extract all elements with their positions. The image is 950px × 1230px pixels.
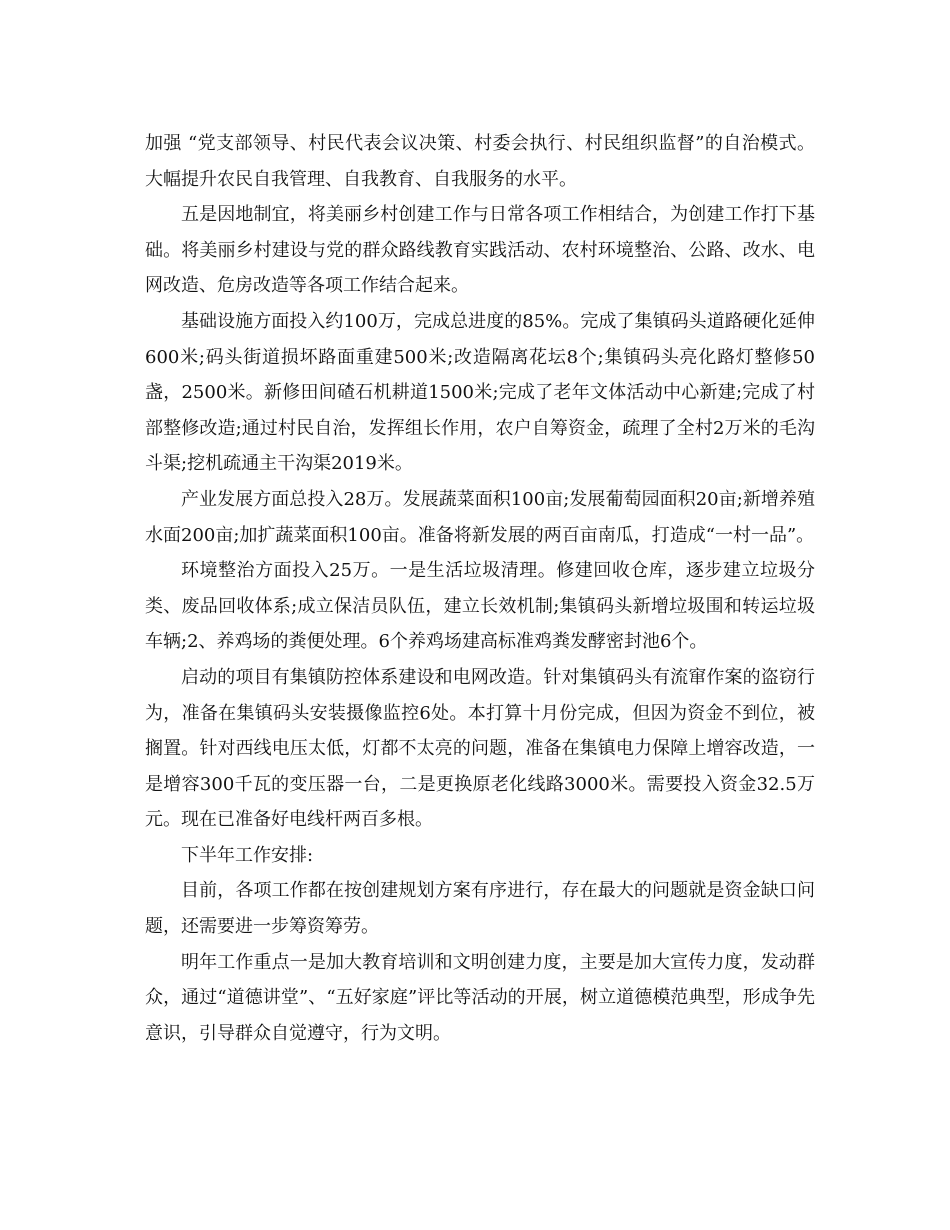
paragraph: 环境整治方面投入25万。一是生活垃圾清理。修建回收仓库，逐步建立垃圾分类、废品回收体系;成立保洁员队伍，建立长效机制;集镇码头新增垃圾围和转运垃圾车辆;2、养鸡场的粪便处理。6个养鸡场建高标准鸡粪发酵密封池6个。 <box>145 560 815 653</box>
paragraph: 五是因地制宜，将美丽乡村创建工作与日常各项工作相结合，为创建工作打下基础。将美丽乡村建设与党的群众路线教育实践活动、农村环境整治、公路、改水、电网改造、危房改造等各项工作结合起来。 <box>145 204 815 297</box>
paragraph: 目前，各项工作都在按创建规划方案有序进行，存在最大的问题就是资金缺口问题，还需要进一步筹资筹劳。 <box>145 880 815 938</box>
paragraph: 基础设施方面投入约100万，完成总进度的85%。完成了集镇码头道路硬化延伸600米;码头街道损坏路面重建500米;改造隔离花坛8个;集镇码头亮化路灯整修50盏，2500米。新修田间碴石机耕道1500米;完成了老年文体活动中心新建;完成了村部整修改造;通过村民自治，发挥组长作用，农户自筹资金，疏理了全村2万米的毛沟斗渠;挖机疏通主干沟渠2019米。 <box>145 310 815 475</box>
paragraph: 产业发展方面总投入28万。发展蔬菜面积100亩;发展葡萄园面积20亩;新增养殖水面200亩;加扩蔬菜面积100亩。准备将新发展的两百亩南瓜，打造成“一村一品”。 <box>145 488 815 546</box>
paragraph: 启动的项目有集镇防控体系建设和电网改造。针对集镇码头有流窜作案的盗窃行为，准备在集镇码头安装摄像监控6处。本打算十月份完成，但因为资金不到位，被搁置。针对西线电压太低，灯都不太亮的问题，准备在集镇电力保障上增容改造，一是增容300千瓦的变压器一台，二是更换原老化线路3000米。需要投入资金32.5万元。现在已准备好电线杆两百多根。 <box>145 666 815 831</box>
paragraph: 明年工作重点一是加大教育培训和文明创建力度，主要是加大宣传力度，发动群众，通过“道德讲堂”、“五好家庭”评比等活动的开展，树立道德模范典型，形成争先意识，引导群众自觉遵守，行为文明。 <box>145 951 815 1044</box>
paragraph: 加强 “党支部领导、村民代表会议决策、村委会执行、村民组织监督”的自治模式。大幅提升农民自我管理、自我教育、自我服务的水平。 <box>145 133 815 190</box>
paragraph: 下半年工作安排: <box>181 844 314 866</box>
document-body <box>145 126 815 1051</box>
